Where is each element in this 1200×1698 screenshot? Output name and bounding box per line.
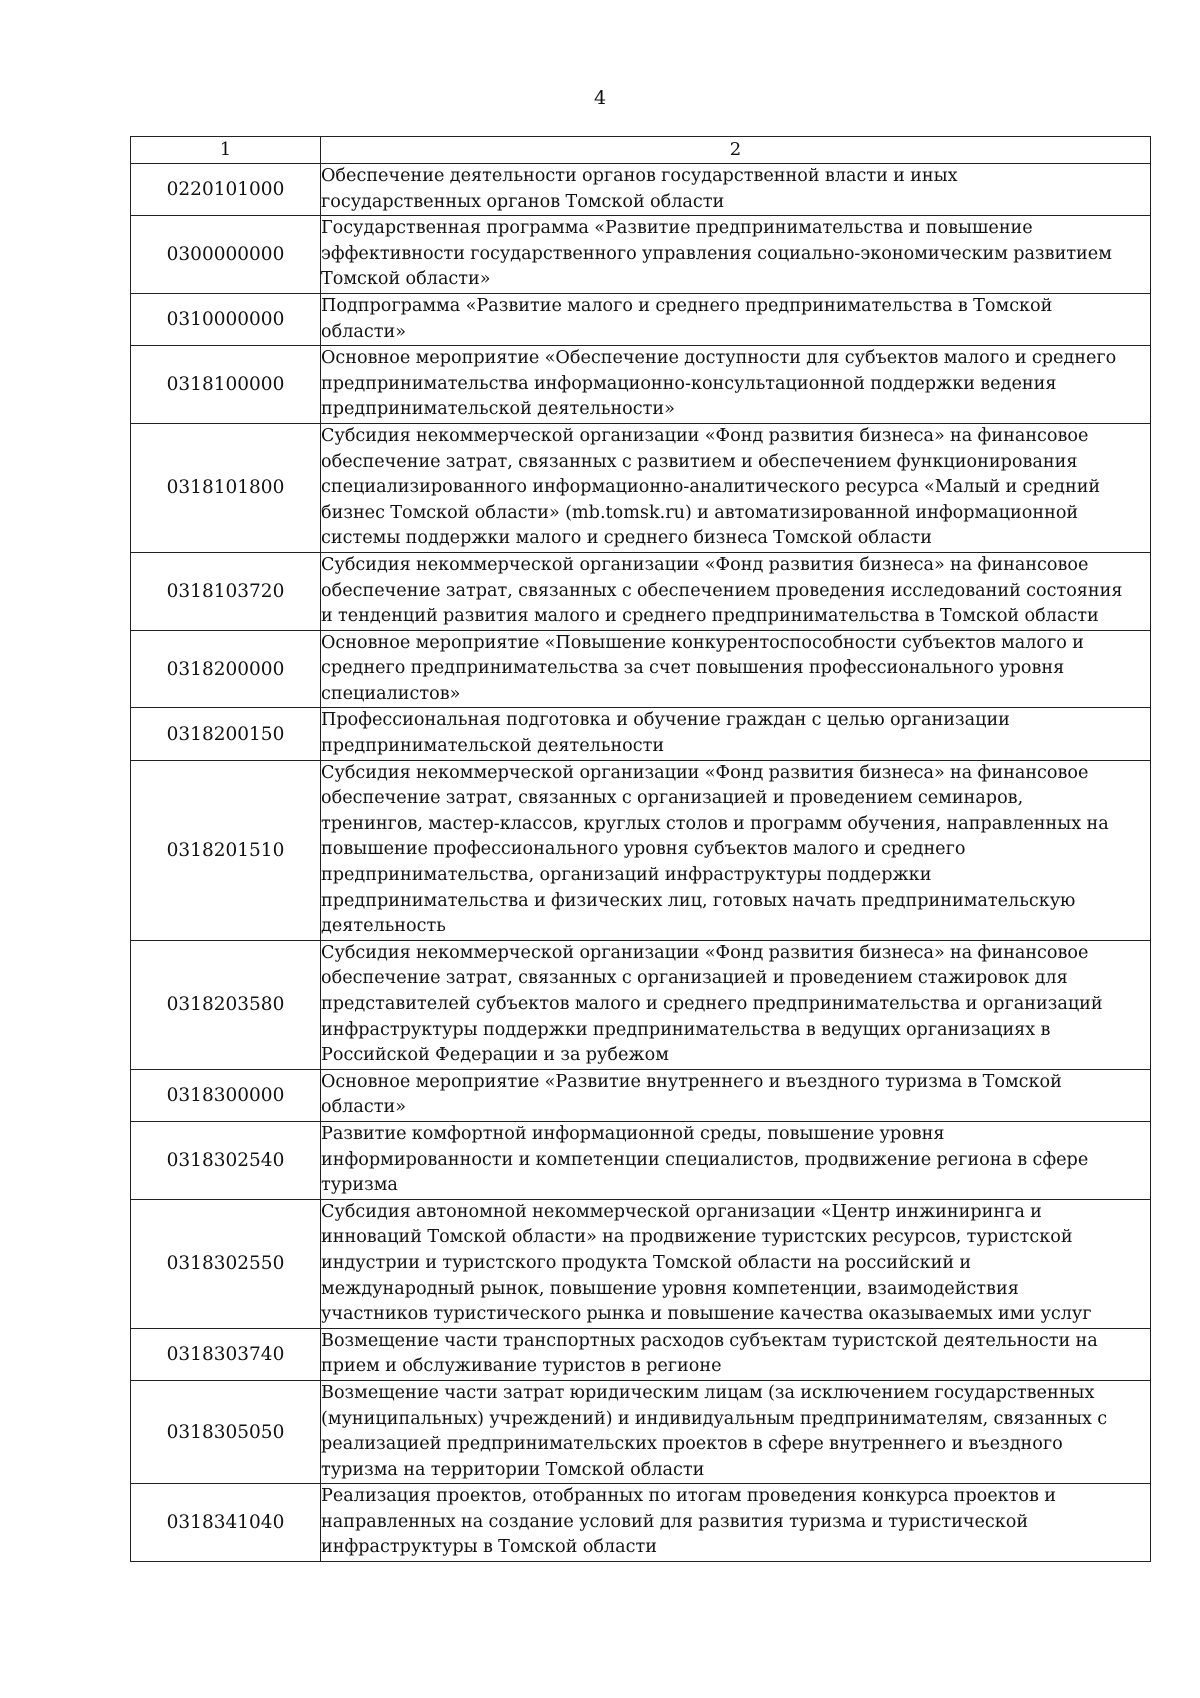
description-line: области» [321,1097,407,1118]
description-line: Основное мероприятие «Повышение конкурентоспособности субъектов малого и [321,632,1084,653]
page-number: 4 [593,87,607,109]
budget-code-cell: 0318302550 [131,1199,321,1328]
description-cell [321,1069,1151,1121]
budget-code-cell: 0310000000 [131,293,321,345]
description-line: Томской области» [321,269,491,290]
description-line: тренингов, мастер-классов, круглых столов и программ обучения, направленных на [321,813,1109,834]
column-header-description: 2 [321,137,1151,164]
description-line: эффективности государственного управления социально-экономическим развитием [321,243,1112,264]
table-row [131,1328,1151,1380]
table-row [131,346,1151,424]
budget-code-cell: 0318200150 [131,708,321,760]
description-line: прием и обслуживание туристов в регионе [321,1356,722,1377]
description-line: Профессиональная подготовка и обучение граждан с целью организации [321,710,1010,731]
description-cell [321,1484,1151,1562]
description-line: предпринимательства и физических лиц, готовых начать предпринимательскую [321,890,1076,911]
table-row [131,293,1151,345]
table-row [131,164,1151,216]
description-line: среднего предпринимательства за счет повышения профессионального уровня [321,658,1065,679]
table-row [131,552,1151,630]
description-cell [321,164,1151,216]
description-cell [321,552,1151,630]
description-line: бизнес Томской области» (mb.tomsk.ru) и автоматизированной информационной [321,502,1079,523]
description-line: участников туристического рынка и повышение качества оказываемых ими услуг [321,1304,1092,1325]
description-line: Возмещение части транспортных расходов субъектам туристской деятельности на [321,1330,1098,1351]
description-line: Подпрограмма «Развитие малого и среднего предпринимательства в Томской [321,295,1053,316]
description-cell [321,1199,1151,1328]
description-line: Обеспечение деятельности органов государственной власти и иных [321,166,958,186]
table-body [131,164,1151,1562]
description-cell [321,940,1151,1069]
description-line: туризма на территории Томской области [321,1459,705,1480]
description-line: обеспечение затрат, связанных с развитием и обеспечением функционирования [321,451,1078,472]
table-row [131,1121,1151,1199]
description-line: системы поддержки малого и среднего бизнеса Томской области [321,528,932,549]
table-header-row [131,137,1151,164]
budget-code-cell: 0300000000 [131,216,321,294]
budget-code-cell: 0318101800 [131,423,321,552]
description-cell [321,346,1151,424]
description-line: предпринимательства, организаций инфраструктуры поддержки [321,865,932,886]
description-line: повышение профессионального уровня субъектов малого и среднего [321,839,966,860]
description-cell [321,1328,1151,1380]
description-line: обеспечение затрат, связанных с организацией и проведением стажировок для [321,968,1068,989]
budget-code-cell: 0318201510 [131,760,321,940]
description-cell [321,760,1151,940]
description-line: инноваций Томской области» на продвижение туристских ресурсов, туристской [321,1227,1073,1248]
description-line: области» [321,321,407,342]
table-row [131,1484,1151,1562]
table-row [131,1069,1151,1121]
description-cell [321,630,1151,708]
budget-code-cell: 0318303740 [131,1328,321,1380]
description-line: Реализация проектов, отобранных по итогам проведения конкурса проектов и [321,1486,1056,1507]
description-line: Субсидия некоммерческой организации «Фонд развития бизнеса» на финансовое [321,554,1089,575]
description-line: инфраструктуры в Томской области [321,1537,657,1558]
table-row [131,708,1151,760]
description-line: предпринимательской деятельности [321,736,665,757]
description-line: предпринимательской деятельности» [321,399,675,420]
description-cell [321,1380,1151,1483]
table-row [131,630,1151,708]
description-line: реализацией предпринимательских проектов в сфере внутреннего и въездного [321,1434,1063,1455]
table-row [131,760,1151,940]
description-line: и тенденций развития малого и среднего предпринимательства в Томской области [321,606,1099,627]
table-row [131,423,1151,552]
description-line: направленных на создание условий для развития туризма и туристической [321,1511,1029,1532]
description-cell [321,293,1151,345]
description-line: Развитие комфортной информационной среды, повышение уровня [321,1123,945,1144]
description-cell [321,1121,1151,1199]
table-row [131,216,1151,294]
table-row [131,1199,1151,1328]
description-line: индустрии и туристского продукта Томской области на российский и [321,1252,972,1273]
description-line: Субсидия некоммерческой организации «Фонд развития бизнеса» на финансовое [321,425,1089,446]
budget-code-cell: 0318103720 [131,552,321,630]
budget-code-cell: 0318200000 [131,630,321,708]
description-line: (муниципальных) учреждений) и индивидуальным предпринимателям, связанных с [321,1408,1108,1429]
description-cell [321,423,1151,552]
description-cell [321,708,1151,760]
budget-code-cell: 0318341040 [131,1484,321,1562]
description-line: туризма [321,1175,398,1196]
budget-code-cell: 0220101000 [131,164,321,216]
description-line: предпринимательства информационно-консультационной поддержки ведения [321,373,1057,394]
description-line: Возмещение части затрат юридическим лицам (за исключением государственных [321,1382,1095,1403]
description-line: специализированного информационно-аналитического ресурса «Малый и средний [321,477,1101,498]
description-line: специалистов» [321,683,461,704]
description-line: Субсидия автономной некоммерческой организации «Центр инжиниринга и [321,1201,1042,1222]
budget-code-cell: 0318305050 [131,1380,321,1483]
description-line: представителей субъектов малого и среднего предпринимательства и организаций [321,994,1103,1014]
budget-code-cell: 0318203580 [131,940,321,1069]
description-line: Субсидия некоммерческой организации «Фонд развития бизнеса» на финансовое [321,762,1089,783]
description-line: международный рынок, повышение уровня компетенции, взаимодействия [321,1278,1019,1299]
description-line: информированности и компетенции специалистов, продвижение региона в сфере [321,1149,1089,1170]
description-line: деятельность [321,916,446,937]
budget-code-table [130,136,1151,1562]
description-line: инфраструктуры поддержки предпринимательства в ведущих организациях в [321,1019,1051,1040]
column-header-code: 1 [131,137,321,164]
description-line: Основное мероприятие «Развитие внутреннего и въездного туризма в Томской [321,1071,1062,1092]
table-row [131,1380,1151,1483]
budget-code-cell: 0318302540 [131,1121,321,1199]
description-line: обеспечение затрат, связанных с организацией и проведением семинаров, [321,788,1024,809]
table-row [131,940,1151,1069]
description-line: Государственная программа «Развитие предпринимательства и повышение [321,218,1033,239]
budget-code-cell: 0318300000 [131,1069,321,1121]
description-line: обеспечение затрат, связанных с обеспечением проведения исследований состояния [321,580,1123,601]
description-line: Основное мероприятие «Обеспечение доступности для субъектов малого и среднего [321,348,1117,369]
description-line: государственных органов Томской области [321,191,725,212]
description-line: Российской Федерации и за рубежом [321,1045,669,1066]
description-cell [321,216,1151,294]
description-line: Субсидия некоммерческой организации «Фонд развития бизнеса» на финансовое [321,942,1089,963]
budget-code-cell: 0318100000 [131,346,321,424]
